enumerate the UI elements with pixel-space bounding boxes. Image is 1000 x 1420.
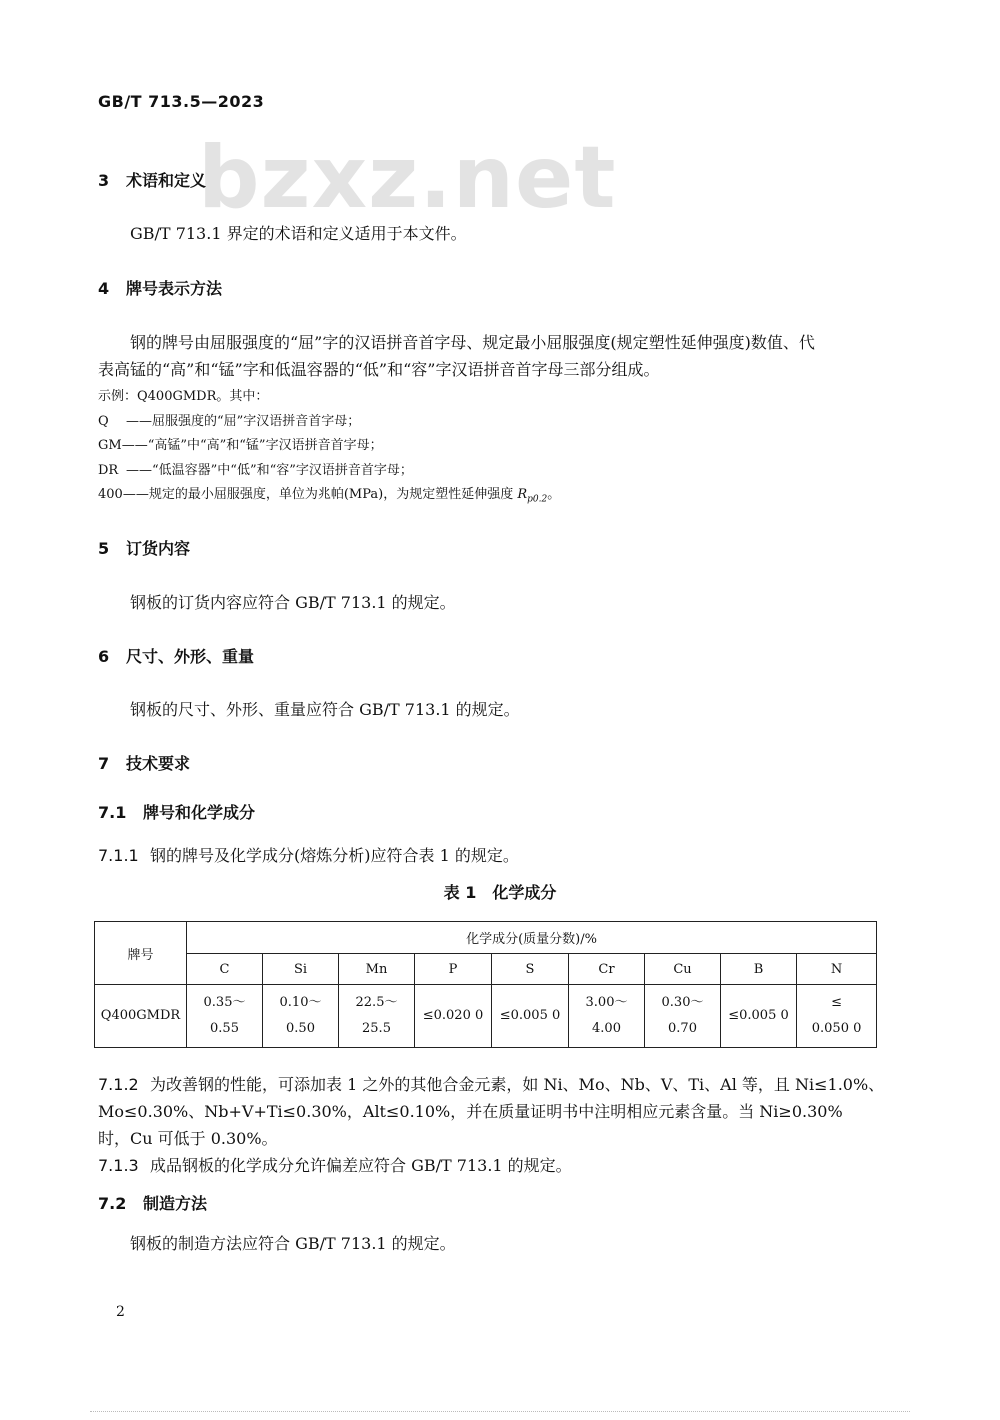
section-number: 6 [98, 647, 110, 666]
table-row [95, 985, 877, 1048]
definition-text: ——“低温容器”中“低”和“容”字汉语拼音首字母； [126, 463, 413, 478]
clause-number: 7.1.3 [98, 1156, 139, 1175]
section-7-1-heading [98, 800, 255, 823]
clause-7-1-2-line-1 [98, 1072, 884, 1095]
column-header-si: Si [263, 954, 339, 985]
section-title: 尺寸、外形、重量 [126, 647, 255, 666]
value-cell-n [797, 985, 877, 1048]
cell-line: 0.050 0 [811, 1021, 862, 1036]
section-title: 牌号和化学成分 [143, 803, 256, 822]
definition-text: ——屈服强度的“屈”字汉语拼音首字母； [126, 414, 361, 429]
clause-7-1-2-line-2: Mo≤0.30%、Nb+V+Ti≤0.30%，Alt≤0.10%，并在质量证明书中注明相应元素含量。当 Ni≥0.30% [98, 1102, 843, 1121]
value-cell-p [415, 985, 492, 1048]
section-7-2-body: 钢板的制造方法应符合 GB/T 713.1 的规定。 [130, 1234, 456, 1253]
value-cell-c [187, 985, 263, 1048]
value-cell-cr [569, 985, 645, 1048]
section-title: 技术要求 [126, 754, 191, 773]
section-title: 制造方法 [143, 1194, 208, 1213]
section-7-heading [98, 751, 190, 774]
value-cell-s [492, 985, 569, 1048]
cell-line: 0.70 [668, 1021, 697, 1036]
section-number: 5 [98, 539, 110, 558]
section-5-body: 钢板的订货内容应符合 GB/T 713.1 的规定。 [130, 593, 456, 612]
watermark: bzxz.net [198, 128, 617, 228]
column-header-s: S [492, 954, 569, 985]
value-cell-cu [645, 985, 721, 1048]
section-number: 7 [98, 754, 110, 773]
table-1-title: 表 1 化学成分 [443, 883, 557, 902]
clause-number: 7.1.1 [98, 846, 139, 865]
clause-text: 钢的牌号及化学成分(熔炼分析)应符合表 1 的规定。 [150, 846, 519, 865]
column-header-mn: Mn [339, 954, 415, 985]
chemical-composition-table [94, 921, 877, 1048]
definition-key: DR [98, 463, 119, 478]
example-label: 示例：Q400GMDR。其中： [98, 389, 269, 404]
cell-line: 0.55 [210, 1021, 239, 1036]
value-cell-si [263, 985, 339, 1048]
cell-line: ≤0.020 0 [422, 1008, 484, 1023]
clause-7-1-1 [98, 843, 519, 866]
section-7-2-heading [98, 1191, 207, 1214]
cell-line: 0.35～ [203, 995, 246, 1010]
composition-group-header: 化学成分(质量分数)/% [187, 922, 877, 954]
definition-key: 400 [98, 487, 123, 502]
column-header-cr: Cr [569, 954, 645, 985]
section-title: 订货内容 [126, 539, 191, 558]
section-4-body-line-2: 表高锰的“高”和“锰”字和低温容器的“低”和“容”字汉语拼音首字母三部分组成。 [98, 360, 660, 379]
column-header-p: P [415, 954, 492, 985]
definition-text: ——规定的最小屈服强度，单位为兆帕(MPa)，为规定塑性延伸强度 [122, 487, 518, 502]
definition-item-q [98, 410, 360, 429]
cell-line: 0.30～ [661, 995, 704, 1010]
cell-line: 4.00 [592, 1021, 621, 1036]
section-3-heading [98, 168, 206, 191]
section-number: 3 [98, 171, 110, 190]
section-title: 术语和定义 [126, 171, 207, 190]
clause-text: 为改善钢的性能，可添加表 1 之外的其他合金元素，如 Ni、Mo、Nb、V、Ti、Al 等，且 Ni≤1.0%、 [150, 1075, 885, 1094]
cell-line: ≤ [831, 995, 843, 1010]
cell-line: 0.50 [286, 1021, 315, 1036]
clause-7-1-2-line-3: 时，Cu 可低于 0.30%。 [98, 1129, 278, 1148]
page-number: 2 [116, 1304, 125, 1320]
cell-line: ≤0.005 0 [499, 1008, 561, 1023]
section-4-body-line-1: 钢的牌号由屈服强度的“屈”字的汉语拼音首字母、规定最小屈服强度(规定塑性延伸强度)数值、代 [130, 333, 815, 352]
section-6-body: 钢板的尺寸、外形、重量应符合 GB/T 713.1 的规定。 [130, 700, 520, 719]
clause-number: 7.1.2 [98, 1075, 139, 1094]
definition-text: ——“高锰”中“高”和“锰”字汉语拼音首字母； [121, 438, 383, 453]
definition-item-gm [98, 434, 383, 453]
grade-header-cell: 牌号 [95, 922, 187, 985]
value-cell-b [721, 985, 797, 1048]
section-number: 4 [98, 279, 110, 298]
document-code: GB/T 713.5—2023 [98, 92, 265, 111]
symbol-subscript: p0.2 [527, 494, 548, 505]
definition-item-dr [98, 459, 413, 478]
definition-key: GM [98, 438, 122, 453]
cell-line: 22.5～ [355, 995, 398, 1010]
column-header-c: C [187, 954, 263, 985]
section-title: 牌号表示方法 [126, 279, 223, 298]
column-header-b: B [721, 954, 797, 985]
cell-line: 3.00～ [585, 995, 628, 1010]
bottom-divider [90, 1411, 910, 1415]
definition-item-400 [98, 483, 560, 505]
section-4-heading [98, 276, 222, 299]
grade-cell: Q400GMDR [95, 985, 187, 1048]
cell-line: 25.5 [362, 1021, 391, 1036]
clause-7-1-3 [98, 1153, 572, 1176]
definition-end: 。 [547, 487, 561, 502]
cell-line: 0.10～ [279, 995, 322, 1010]
cell-line: ≤0.005 0 [728, 1008, 789, 1023]
symbol-r: R [517, 487, 528, 502]
definition-key: Q [98, 414, 109, 429]
value-cell-mn [339, 985, 415, 1048]
section-3-body: GB/T 713.1 界定的术语和定义适用于本文件。 [130, 224, 467, 243]
section-6-heading [98, 644, 254, 667]
column-header-n: N [797, 954, 877, 985]
section-5-heading [98, 536, 190, 559]
clause-text: 成品钢板的化学成分允许偏差应符合 GB/T 713.1 的规定。 [150, 1156, 572, 1175]
section-number: 7.2 [98, 1194, 127, 1213]
section-number: 7.1 [98, 803, 127, 822]
column-header-cu: Cu [645, 954, 721, 985]
